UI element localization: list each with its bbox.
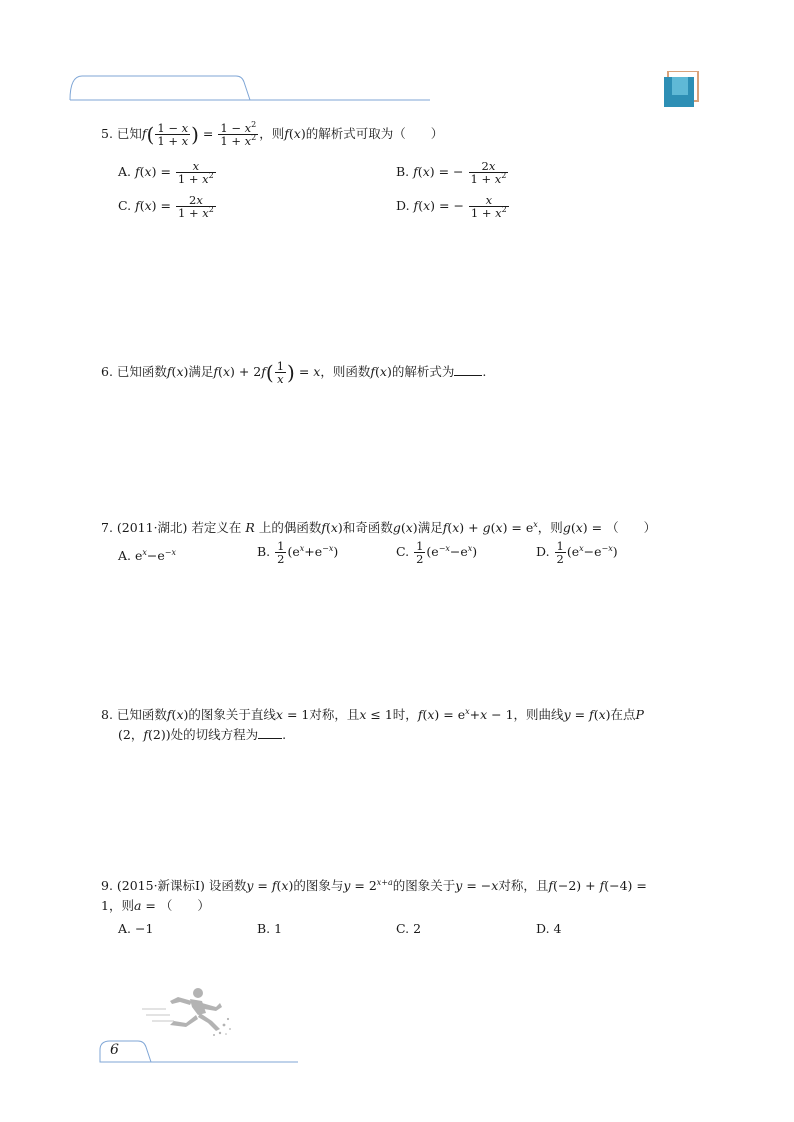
q9-graph: 的图象与: [293, 878, 344, 893]
q8-at-point: 在点: [610, 707, 636, 722]
q5-option-d: D. f(x) = − $\frac{x}{1 + x^2}$: [396, 193, 507, 221]
question-6: 6. 已知函数f(x)满足f(x) + 2f( $\frac{1}{x}$ ) = x，则函数f(x)的解析式为 .: [101, 359, 487, 387]
q8-sym: 对称，且: [309, 707, 360, 722]
question-8-line-2: (2，f(2))处的切线方程为 .: [118, 727, 287, 742]
q5-middle: ，则: [259, 126, 285, 142]
q7-and: 和奇函数: [342, 520, 393, 535]
q5-stem-end: 的解析式可取为（ ）: [305, 126, 444, 142]
q9-sym: 对称，且: [498, 878, 549, 893]
q7-then: ，则: [537, 520, 563, 535]
q5-prefix: 5. 已知: [101, 126, 142, 142]
q7-prefix: 7. (2011·湖北) 若定义在: [101, 520, 242, 535]
question-7: 7. (2011·湖北) 若定义在 R 上的偶函数f(x)和奇函数g(x)满足$f(x) + g(x) = e^x$，则g(x) = （ ）: [101, 520, 657, 535]
q7-on: 上的偶函数: [258, 520, 322, 535]
runner-icon: [140, 985, 240, 1037]
header-tab-decoration: [68, 72, 433, 104]
q6-answer-blank: [454, 363, 482, 376]
q8-curve: ，则曲线: [513, 707, 564, 722]
q8-line2-end: 处的切线方程为: [170, 727, 259, 742]
q5-frac-arg: $\frac{1 - x}{1 + x}$: [157, 121, 189, 149]
q7-option-c: C. $\frac{1}{2}$ $(e^{-x}-e^x)$: [396, 539, 478, 567]
q6-stem-end: 的解析式为: [391, 364, 455, 380]
footer-tab-decoration: [98, 1038, 300, 1064]
question-9-line-2: 1，则a = （ ）: [101, 898, 210, 913]
q9-option-c: C. 2: [396, 921, 422, 936]
q5-opt-d-label: D.: [396, 198, 410, 214]
q7-opt-b-label: B.: [257, 544, 271, 560]
q7-opt-d-label: D.: [536, 544, 550, 560]
question-8-line-1: 8. 已知函数f(x)的图象关于直线x = 1对称，且x ≤ 1时，$f(x) = e^x+x - 1$，则曲线y = f(x)在点P: [101, 707, 644, 722]
q8-answer-blank: [258, 726, 282, 739]
page-number: 6: [110, 1042, 119, 1058]
q9-graph2: 的图象关于: [392, 878, 456, 893]
q5-option-a: A. f(x) = $\frac{x}{1 + x^2}$: [118, 159, 214, 187]
q5-frac-value: $\frac{1 - x^2}{1 + x^2}$: [220, 120, 257, 149]
q6-mid2: ，则函数: [320, 364, 371, 380]
question-9-line-1: 9. (2015·新课标Ⅰ) 设函数y = f(x)的图象与$y = 2^{x+a}$的图象关于y = −x对称，且f(−2) + f(−4) =: [101, 878, 647, 893]
q7-option-b: B. $\frac{1}{2}$ $(e^x+e^{-x})$: [257, 539, 339, 567]
q9-option-d: D. 4: [536, 921, 562, 936]
q8-when: 时，: [392, 707, 418, 722]
logo-square-icon: [664, 71, 700, 107]
q9-prefix: 9. (2015·新课标Ⅰ) 设函数: [101, 878, 247, 893]
q6-prefix: 6. 已知函数: [101, 364, 167, 380]
q8-prefix: 8. 已知函数: [101, 707, 167, 722]
q5-option-b: B. f(x) = − $\frac{2x}{1 + x^2}$: [396, 159, 507, 187]
q7-opt-c-label: C.: [396, 544, 410, 560]
q9-option-a: A. −1: [118, 921, 154, 936]
q6-middle: 满足: [188, 364, 214, 380]
q7-satisfy: 满足: [417, 520, 443, 535]
q7-opt-a-label: A.: [118, 548, 132, 563]
q8-line1-mid: 的图象关于直线: [188, 707, 276, 722]
q5-opt-c-label: C.: [118, 198, 132, 214]
q7-stem-end: （ ）: [606, 520, 657, 535]
q7-option-a: A. $e^x-e^{-x}$: [118, 548, 176, 563]
q7-option-d: D. $\frac{1}{2}$ $(e^x-e^{-x})$: [536, 539, 618, 567]
q5-option-c: C. f(x) = $\frac{2x}{1 + x^2}$: [118, 193, 214, 221]
q9-stem-end: （ ）: [159, 898, 210, 913]
question-5: 5. 已知f( $\frac{1 - x}{1 + x}$ ) = $\frac{1 - x^2}{1 + x^2}$ ，则f(x)的解析式可取为（ ）: [101, 120, 444, 149]
q9-line2: ，则: [108, 898, 134, 913]
q5-opt-a-label: A.: [118, 164, 132, 180]
q9-option-b: B. 1: [257, 921, 283, 936]
q5-opt-b-label: B.: [396, 164, 410, 180]
